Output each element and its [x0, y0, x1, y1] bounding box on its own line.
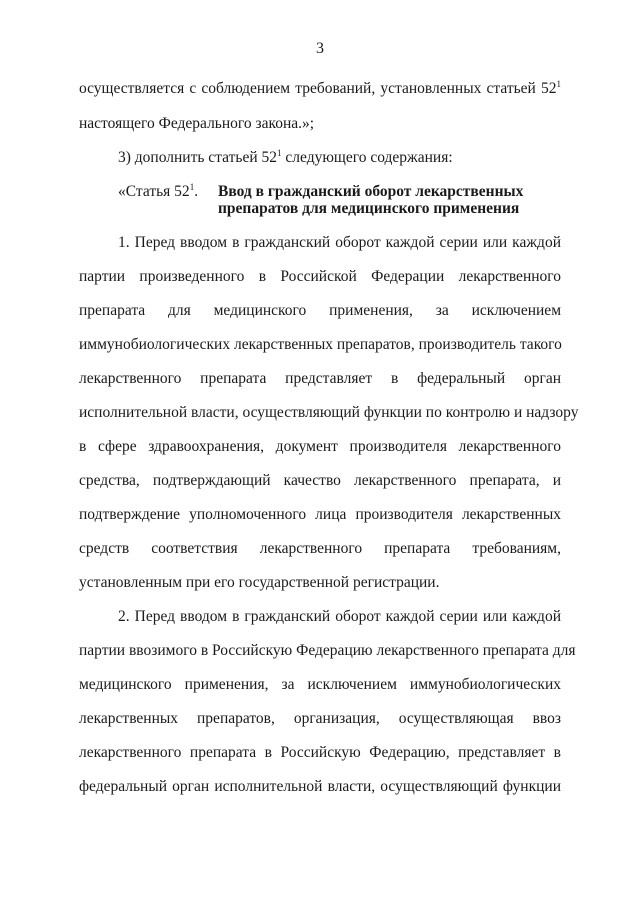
text-line: 2. Перед вводом в гражданский оборот каждой серии или каждой [118, 608, 561, 625]
text-line: лекарственного препарата представляет в федеральный орган [79, 370, 561, 387]
text-line: иммунобиологических лекарственных препаратов, производитель такого [79, 336, 562, 353]
text-line: 1. Перед вводом в гражданский оборот каждой серии или каждой [118, 234, 561, 251]
page-number: 3 [316, 40, 324, 57]
superscript: 1 [189, 181, 195, 192]
text-segment: «Статья 52 [118, 183, 190, 200]
text-line: партии ввозимого в Российскую Федерацию лекарственного препарата для [79, 642, 576, 659]
text-line [79, 79, 561, 99]
text-line: установленным при его государственной регистрации. [79, 574, 440, 591]
article-label [118, 182, 198, 202]
article-title-line: Ввод в гражданский оборот лекарственных [218, 183, 524, 200]
text-line: средства, подтверждающий качество лекарственного препарата, и [79, 472, 561, 489]
text-line: препарата для медицинского применения, за исключением [79, 302, 561, 319]
text-segment: . [194, 183, 199, 200]
text-line: настоящего Федерального закона.»; [79, 115, 315, 132]
text-line: лекарственных препаратов, организация, осуществляющая ввоз [79, 710, 561, 727]
text-line: лекарственного препарата в Российскую Федерацию, представляет в [79, 744, 561, 761]
text-line: подтверждение уполномоченного лица производителя лекарственных [79, 506, 561, 523]
superscript: 1 [556, 78, 561, 89]
text-segment: осуществляется с соблюдением требований, установленных статьей 52 [79, 80, 557, 97]
text-segment: следующего содержания: [281, 149, 453, 166]
superscript: 1 [277, 147, 282, 158]
text-line: исполнительной власти, осуществляющий функции по контролю и надзору [79, 404, 579, 421]
text-line [118, 148, 453, 168]
text-segment: 3) дополнить статьей 52 [118, 149, 278, 166]
text-line: в сфере здравоохранения, документ производителя лекарственного [79, 438, 561, 455]
text-line: средств соответствия лекарственного препарата требованиям, [79, 540, 561, 557]
article-title-line: препаратов для медицинского применения [218, 200, 520, 217]
text-line: федеральный орган исполнительной власти, осуществляющий функции [79, 778, 561, 795]
text-line: медицинского применения, за исключением иммунобиологических [79, 676, 561, 693]
text-line: партии произведенного в Российской Федерации лекарственного [79, 268, 561, 285]
